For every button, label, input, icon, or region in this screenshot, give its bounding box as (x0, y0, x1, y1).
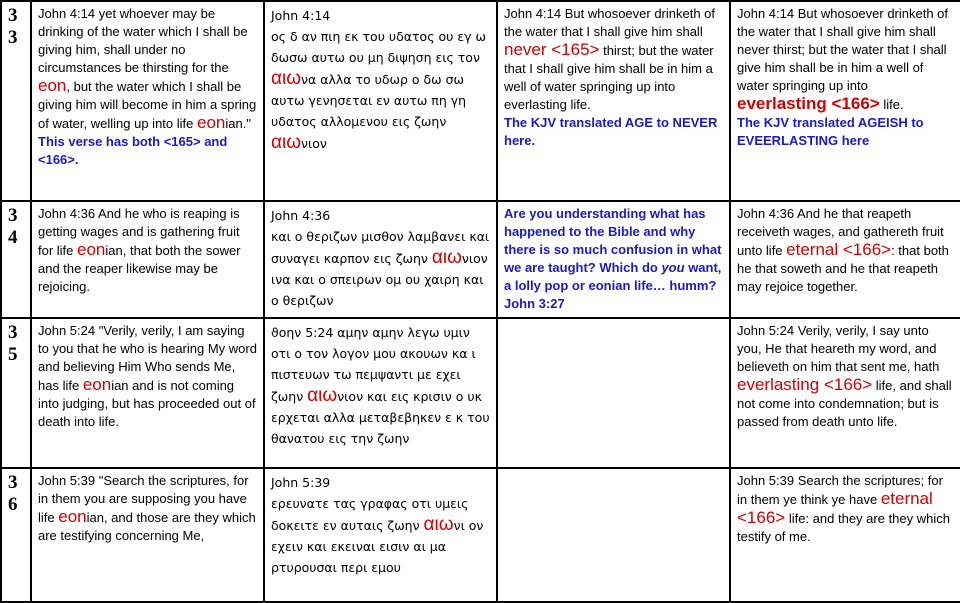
highlight-term: eon (38, 76, 67, 95)
annotation-note: The KJV translated AGEISH to EVEERLASTING here (737, 115, 924, 148)
highlight-term: everlasting <166> (737, 94, 880, 113)
table-row (1, 1, 960, 201)
concordant-translation-cell: John 5:39 "Search the scriptures, for in them you are supposing you have life eonian, and those are they which are testifying concerning Me, (31, 468, 264, 602)
table-row (1, 318, 960, 468)
highlight-term: eon (58, 507, 87, 526)
annotation-note: The KJV translated AGE to NEVER here. (504, 115, 718, 148)
concordant-translation-cell: John 4:14 yet whoever may be drinking of the water which I shall be giving him, shall under no circumstances be thirsting for the eon, but the water which I shall be giving him will become in him a spring of water, welling up into life eonian." This verse has both <165> and <166>. (31, 1, 264, 201)
commentary-cell: John 4:14 But whosoever drinketh of the water that I shall give him shall never <165> thirst; but the water that I shall give him shall be in him a well of water springing up into everlasting life. The KJV translated AGE to NEVER here. (497, 1, 730, 201)
highlight-term: never <165> (504, 40, 600, 59)
highlight-term: eon (196, 113, 226, 132)
highlight-term: αιω (307, 385, 338, 406)
table-row (1, 468, 960, 602)
annotation-note: This verse has both <165> and <166>. (38, 134, 228, 167)
row-number: 3 6 (1, 468, 31, 602)
table-row (1, 201, 960, 318)
row-number: 3 3 (1, 1, 31, 201)
highlight-term: everlasting <166> (737, 375, 873, 394)
greek-text-cell: John 4:14 ος δ αν πιη εκ του υδατος ου εγ ω δωσω αυτω ου μη διψηση εις τον αιωνα αλλα το υδωρ ο δω σω αυτω γενησεται εν αυτω πη γη υδατος αλλομενου εις ζωην αιωνιον (264, 1, 497, 201)
commentary-cell (497, 318, 730, 468)
highlight-term: eternal <166> (737, 489, 933, 527)
concordant-translation-cell: John 4:36 And he who is reaping is getting wages and is gathering fruit for life eonian, that both the sower and the reaper likewise may be rejoicing. (31, 201, 264, 318)
highlight-term: eternal <166> (786, 240, 892, 259)
kjv-cell: John 4:14 But whosoever drinketh of the water that I shall give him shall never thirst; but the water that I shall give him shall be in him a well of water springing up into everlasting <166> life. The KJV translated AGEISH to EVEERLASTING here (730, 1, 960, 201)
highlight-term: eon (82, 375, 112, 394)
concordant-translation-cell: John 5:24 "Verily, verily, I am saying to you that he who is hearing My word and believing Him Who sends Me, has life eonian and is not coming into judging, but has proceeded out of death into life. (31, 318, 264, 468)
row-number: 3 5 (1, 318, 31, 468)
highlight-term: αιω (271, 68, 302, 89)
kjv-cell: John 5:39 Search the scriptures; for in them ye think ye have eternal <166> life: and they are they which testify of me. (730, 468, 960, 602)
greek-text-cell: John 4:36 και ο θεριζων μισθον λαμβανει και συναγει καρπον εις ζωην αιωνιον ινα και ο σπειρων ομ ου χαιρη και ο θεριζων (264, 201, 497, 318)
emphasis: you (661, 260, 685, 275)
highlight-term: αιω (423, 514, 454, 535)
commentary-cell: Are you understanding what has happened to the Bible and why there is so much confusion in what we are taught? Which do you want, a lolly pop or eonian life… humm? John 3:27 (497, 201, 730, 318)
commentary-cell (497, 468, 730, 602)
highlight-term: eon (77, 240, 106, 259)
greek-text-cell: John 5:39 ερευνατε τας γραφας οτι υμεις δοκειτε εν αυταις ζωην αιωνι ον εχειν και εκειναι εισιν αι μα ρτυρουσαι περι εμου (264, 468, 497, 602)
greek-text-cell: ϑοην 5:24 αμην αμην λεγω υμιν οτι ο τον λογον μου ακουων κα ι πιστευων τω πεμψαντι με εχει ζωην αιωνιον και εις κρισιν ο υκ ερχεται αλλα μεταβεβηκεν ε κ του θανατου εις την ζωην (264, 318, 497, 468)
kjv-cell: John 4:36 And he that reapeth receiveth wages, and gathereth fruit unto life eternal <166>: that both he that soweth and he that reapeth may rejoice together. (730, 201, 960, 318)
highlight-term: αιω (431, 247, 462, 268)
highlight-term: αιω (271, 132, 302, 153)
row-number: 3 4 (1, 201, 31, 318)
kjv-cell: John 5:24 Verily, verily, I say unto you, He that heareth my word, and believeth on him that sent me, hath everlasting <166> life, and shall not come into condemnation; but is passed from death unto life. (730, 318, 960, 468)
